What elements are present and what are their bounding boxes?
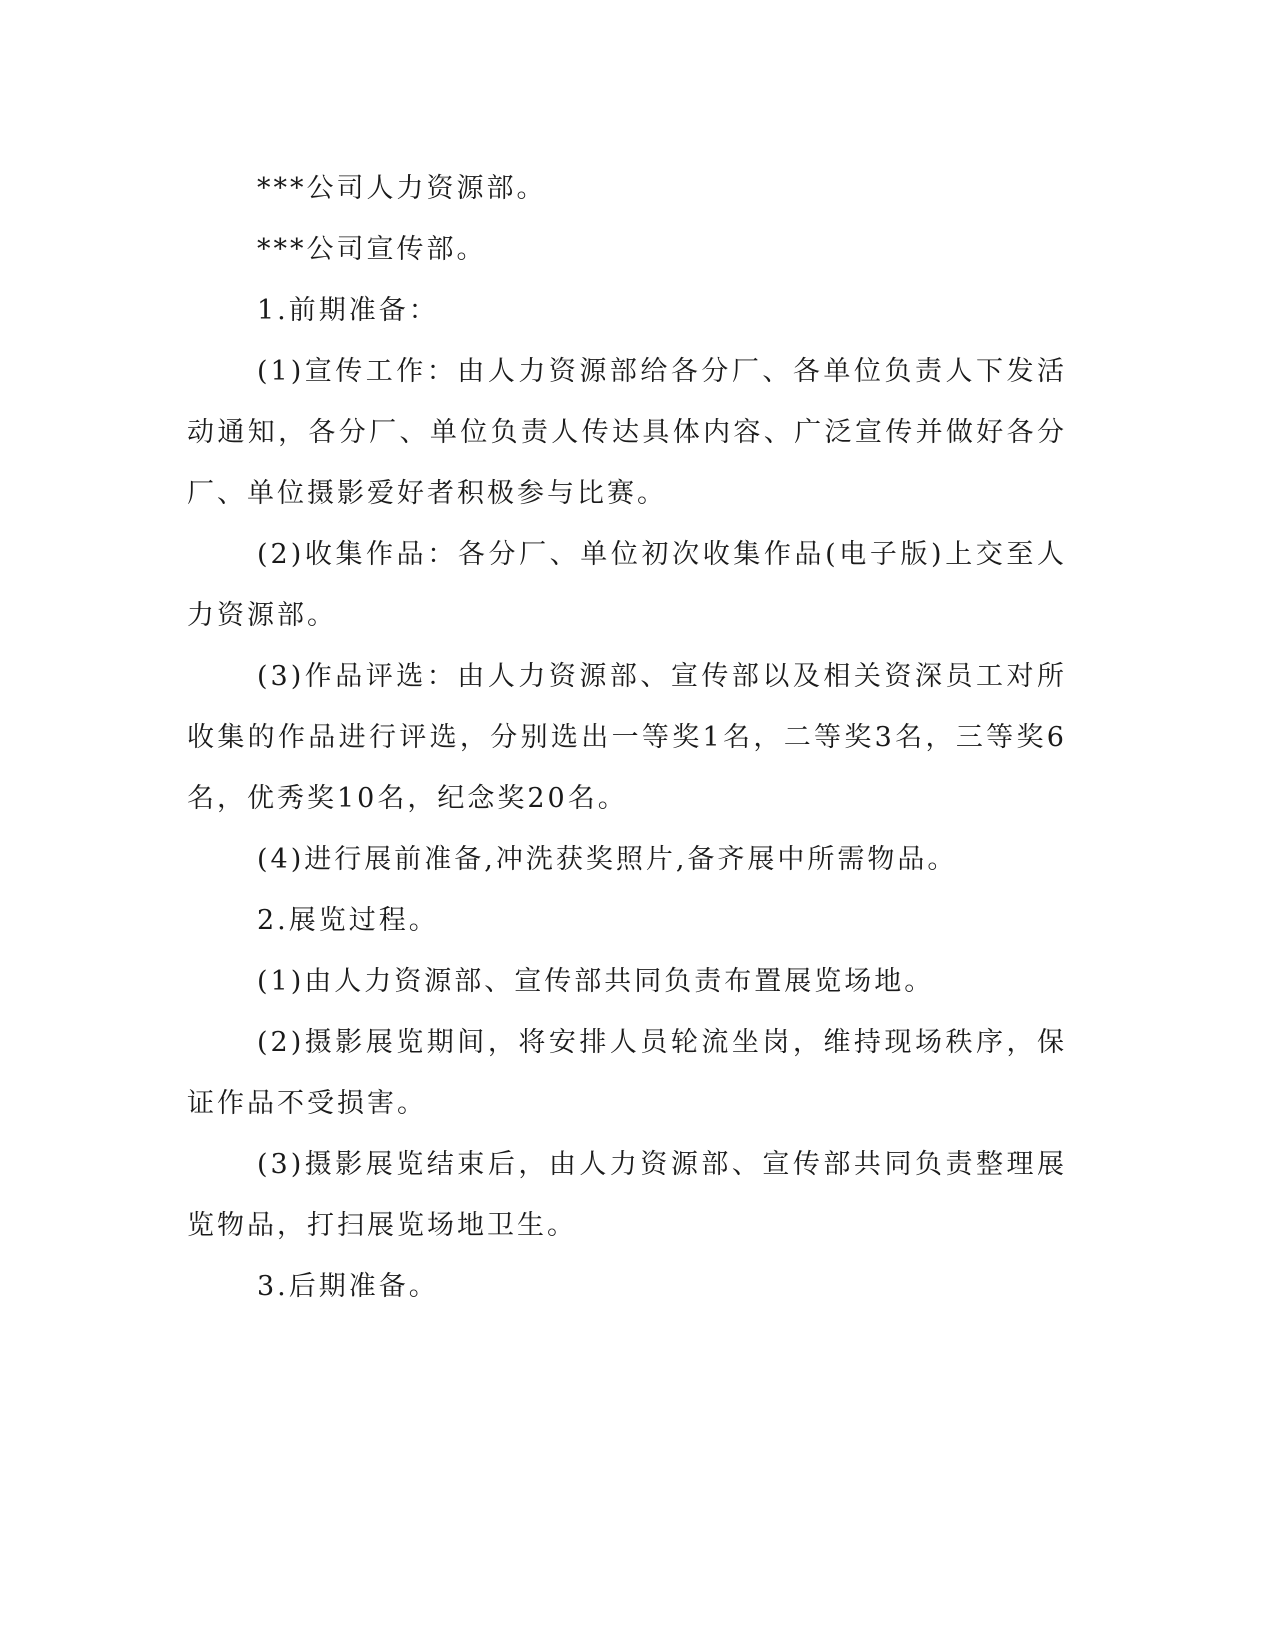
paragraph-on-duty: (2)摄影展览期间，将安排人员轮流坐岗，维持现场秩序，保证作品不受损害。 [187,1027,1067,1119]
paragraph-cleanup: (3)摄影展览结束后，由人力资源部、宣传部共同负责整理展览物品，打扫展览场地卫生。 [187,1149,1067,1241]
paragraph-judging: (3)作品评选：由人力资源部、宣传部以及相关资深员工对所收集的作品进行评选，分别选出一等奖1名，二等奖3名，三等奖6名，优秀奖10名，纪念奖20名。 [187,661,1067,814]
paragraph-hr-department: ***公司人力资源部。 [257,173,547,204]
paragraph-pre-exhibition: (4)进行展前准备,冲洗获奖照片,备齐展中所需物品。 [257,844,958,875]
paragraph-publicity-department: ***公司宣传部。 [257,234,487,265]
heading-preparation: 1.前期准备： [257,295,439,326]
paragraph-venue-setup: (1)由人力资源部、宣传部共同负责布置展览场地。 [257,966,935,997]
paragraph-collect-works: (2)收集作品：各分厂、单位初次收集作品(电子版)上交至人力资源部。 [187,539,1067,631]
document-body [187,158,1067,1317]
paragraph-publicity-work: (1)宣传工作：由人力资源部给各分厂、各单位负责人下发活动通知，各分厂、单位负责人传达具体内容、广泛宣传并做好各分厂、单位摄影爱好者积极参与比赛。 [187,356,1067,509]
heading-post-work: 3.后期准备。 [257,1271,439,1302]
heading-exhibition-process: 2.展览过程。 [257,905,439,936]
